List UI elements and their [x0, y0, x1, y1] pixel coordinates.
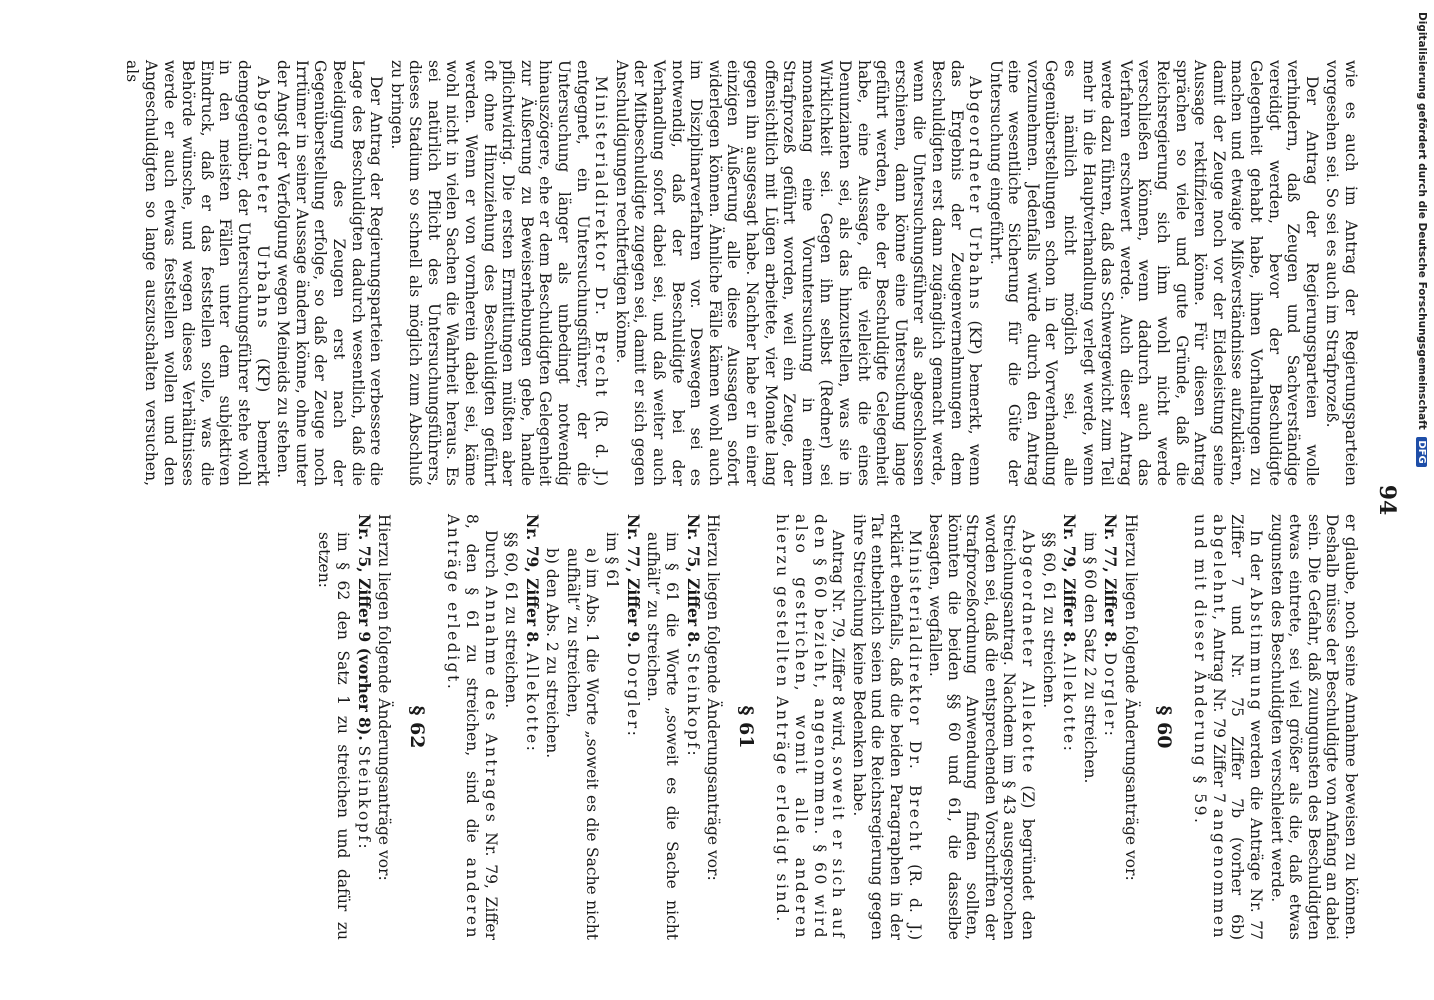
amendment-author: Steinkopf: [683, 652, 702, 759]
amendment-author: Allekotte: [1060, 652, 1079, 754]
stamp-text: Digitalisierung gefördert durch die Deutsche Forschungsgemeinschaft [1416, 12, 1428, 430]
amendment-text: im § 62 den Satz 1 zu streichen und dafür zu setzen: [315, 532, 353, 940]
scanned-page-area [80, 0, 1420, 1000]
section-heading-62: § 62 [405, 705, 428, 749]
paragraph-text: (R. d. J.) erklärt ebenfalls, daß die beiden Paragraphen in der Tat entbehrlich seien und die Reichsregierung gegen ihre Streichung keine Bedenken habe. [849, 514, 924, 940]
amendment-entry [623, 514, 642, 940]
amendment-text: im § 60 den Satz 2 zu streichen. [1080, 532, 1099, 784]
spaced-text: anderen Anträge erledigt. [444, 514, 482, 940]
paragraph [612, 60, 984, 486]
amendment-text: b) den Abs. 2 zu streichen. [543, 548, 562, 759]
amendment-label: Nr. 77, Ziffer 9. [623, 514, 643, 648]
amendment-author: Dorgler: [1101, 652, 1120, 739]
speaker-name: Ministerialdirektor Dr. Brecht [592, 76, 611, 399]
spaced-text: Annahme des Antrages [481, 586, 500, 825]
paragraph [773, 514, 847, 940]
paragraph: er glaube, noch seine Annahme beweisen zu können. Deshalb müsse der Beschuldigte von Anfang an dabei sein. Die Gefahr, daß zuungunsten des Beschuldigten etwas eintrete, sei viel größer als die, daß etwas zugunsten des Beschuldigten verschleiert werde. [1267, 514, 1360, 940]
paragraph-text: (KP) bemerkt, wenn das Ergebnis der Zeugenvernehmungen dem Beschuldigten erst dann zugänglich gemacht werde, wenn die Untersuchungsführer als abgeschlossen erschienen, dann könne eine Untersuchung lange geführt werden, ehe der Beschuldigte Gelegenheit habe, eine Aussage, die vielleicht die eines Denunzianten sei, als das hinzustellen, was sie in Wirklichkeit sei. Gegen ihn selbst (Redner) sei monatelang eine Voruntersuchung in einem Strafprozeß geführt worden, weil ein Zeuge, der offensichtlich mit Lügen arbeitete, vier Monate lang gegen ihn ausgesagt habe. Nachher habe er in einer einzigen Äußerung alle diese Aussagen sofort widerlegen können. Ähnliche Fälle kämen wohl auch im Disziplinarverfahren vor. Deswegen sei es notwendig, daß der Beschuldigte bei der Verhandlung sofort dabei sei, und daß weiter auch der Mitbeschuldigte zugegen sei, damit er sich gegen Anschuldigungen rechtfertigen könne. [612, 60, 985, 486]
speaker-name: Abgeordneter Urbahns [253, 76, 272, 331]
amendment-text: a) im Abs. 1 die Worte „soweit es die Sache nicht aufhält“ zu streichen, [564, 548, 601, 940]
spaced-text: soweit er sich auf den § 60 bezieht, angenommen. § 60 wird also gestrichen, womit alle anderen hierzu gestellten Anträge erledigt sind. [773, 514, 848, 941]
amendment-author: Allekotte: [522, 652, 541, 754]
amendment-text: im § 61 [603, 532, 622, 589]
paragraph: Hierzu liegen folgende Änderungsanträge vor: [1122, 514, 1141, 881]
paragraph: wie es auch im Antrag der Regierungsparteien vorgesehen sei. So sei es auch im Strafprozeß. [1323, 60, 1360, 486]
paragraph: Der Antrag der Regierungsparteien wolle verhindern, daß Zeugen und Sachverständige vereidigt werden, bevor der Beschuldigte Gelegenheit gehabt habe, ihnen Vorhaltungen zu machen und etwaige Mißverständnisse aufzuklären, damit der Zeuge noch vor der Eidesleistung seine Aussage rektifizieren könne. Für diesen Antrag sprächen so viele und gute Gründe, daß die Reichsregierung sich ihm wohl nicht werde verschließen können, wenn dadurch auch das Verfahren erschwert werde. Auch dieser Antrag werde dazu führen, daß das Schwergewicht zum Teil mehr in die Hauptverhandlung verlegt werde, wenn es nämlich nicht möglich sei, alle Gegenüberstellungen schon in der Vorverhandlung vorzunehmen. Jedenfalls würde durch den Antrag eine wesentliche Sicherung für die Güte der Untersuchung eingeführt. [986, 60, 1321, 486]
speaker-name: Abgeordneter Allekotte [1019, 530, 1038, 775]
amendment-entry [1101, 514, 1120, 940]
digitization-stamp [1412, 8, 1432, 992]
right-column [260, 514, 1360, 940]
section-heading-60: § 60 [1152, 705, 1175, 749]
paragraph: Hierzu liegen folgende Änderungsanträge vor: [375, 514, 394, 881]
amendment-entry [522, 514, 541, 940]
text-fragment: Nr. 79, Ziffer 8, den § 61 zu streichen, sind die [463, 514, 500, 940]
paragraph [926, 514, 1038, 940]
paragraph [123, 60, 272, 486]
amendment-text: §§ 60, 61 zu streichen. [502, 532, 521, 709]
paragraph-text: (KP) bemerkt demgegenüber, der Untersuchungsführer stehe wohl in den meisten Fällen unter dem subjektiven Eindruck, daß er das feststellen solle, was die Behörde wünsche, und wegen dieses Verhältnisses werde er auch etwas feststellen wollen und den Angeschuldigten so lange auszuschalten versuchen, als [123, 60, 272, 486]
amendment-label: Nr. 75, Ziffer 9 (vorher 8). [354, 514, 374, 741]
amendment-entry [683, 514, 702, 940]
amendment-text: §§ 60, 61 zu streichen. [1039, 532, 1058, 709]
amendment-label: Nr. 75, Ziffer 8. [683, 514, 703, 648]
paragraph [444, 514, 500, 940]
speaker-name: Ministerialdirektor Dr. Brecht [905, 530, 924, 853]
text-columns [123, 60, 1360, 941]
dfg-logo: DFG [1416, 437, 1427, 466]
text-fragment: Durch [481, 530, 500, 579]
paragraph: Hierzu liegen folgende Änderungsanträge vor: [704, 514, 723, 881]
amendment-entry [1060, 514, 1079, 940]
paragraph [387, 60, 610, 486]
paragraph [1191, 514, 1265, 940]
text-fragment: werden die Anträge Nr. 77 Ziffer 7 und Nr. 75 Ziffer 7b (vorher 6b) [1228, 514, 1266, 940]
section-heading-61: § 61 [734, 705, 757, 749]
amendment-entry [354, 514, 373, 940]
page-number: 94 [1374, 484, 1400, 516]
amendment-label: Nr. 79, Ziffer 8. [522, 514, 542, 648]
amendment-label: Nr. 77, Ziffer 8. [1101, 514, 1121, 648]
paragraph-text: (R. d. J.) entgegnet, ein Untersuchungsführer, der die Untersuchung länger als unbedingt notwendig hinauszögere, ehe er dem Beschuldigten Gelegenheit zur Äußerung zu Beweiserhebungen gebe, handle pflichtwidrig. Die ersten Ermittlungen müßten aber oft ohne Hinzuziehung des Beschuldigten geführt werden. Wenn er von vornherein dabei sei, käme wohl nicht in vielen Sachen die Wahrheit heraus. Es sei natürlich Pflicht des Untersuchungsführers, dieses Stadium so schnell als möglich zum Abschluß zu bringen. [387, 60, 611, 486]
spaced-text: abgelehnt, [1209, 514, 1228, 623]
amendment-author: Steinkopf: [354, 745, 373, 852]
text-fragment: Antrag Nr. 79 Ziffer 7 [1209, 628, 1228, 803]
stamp-text-wrapper [1416, 12, 1428, 467]
paragraph [849, 514, 923, 940]
spaced-text: angenommen und mit dieser Änderung § 59. [1191, 514, 1228, 940]
text-fragment: In der [1247, 530, 1266, 581]
left-column [123, 60, 1360, 486]
amendment-label: Nr. 79, Ziffer 8. [1060, 514, 1080, 648]
amendment-text: im § 61 die Worte „soweit es die Sache nicht aufhält“ zu streichen. [644, 532, 681, 940]
spaced-text: Abstimmung [1247, 587, 1266, 713]
paragraph-text: (Z) begründet den Streichungsantrag. Nachdem im § 43 ausgesprochen worden sei, daß die entsprechenden Vorschriften der Strafprozeßordnung Anwendung finden sollten, könnten die beiden §§ 60 und 61, die dasselbe besagten, wegfallen. [926, 514, 1038, 941]
paragraph: Der Antrag der Regierungsparteien verbessere die Lage des Beschuldigten dadurch wesentlich, daß die Beeidigung des Zeugen erst nach der Gegenüberstellung erfolge, so daß der Zeuge noch Irrtümer in seiner Aussage ändern könne, ohne unter der Angst der Verfolgung wegen Meineids zu stehen. [274, 60, 386, 486]
speaker-name: Abgeordneter Urbahns [966, 76, 985, 312]
amendment-author: Dorgler: [623, 652, 642, 739]
text-fragment: Antrag Nr. 79, Ziffer 8 wird, [829, 530, 848, 752]
document-page [123, 60, 1400, 941]
